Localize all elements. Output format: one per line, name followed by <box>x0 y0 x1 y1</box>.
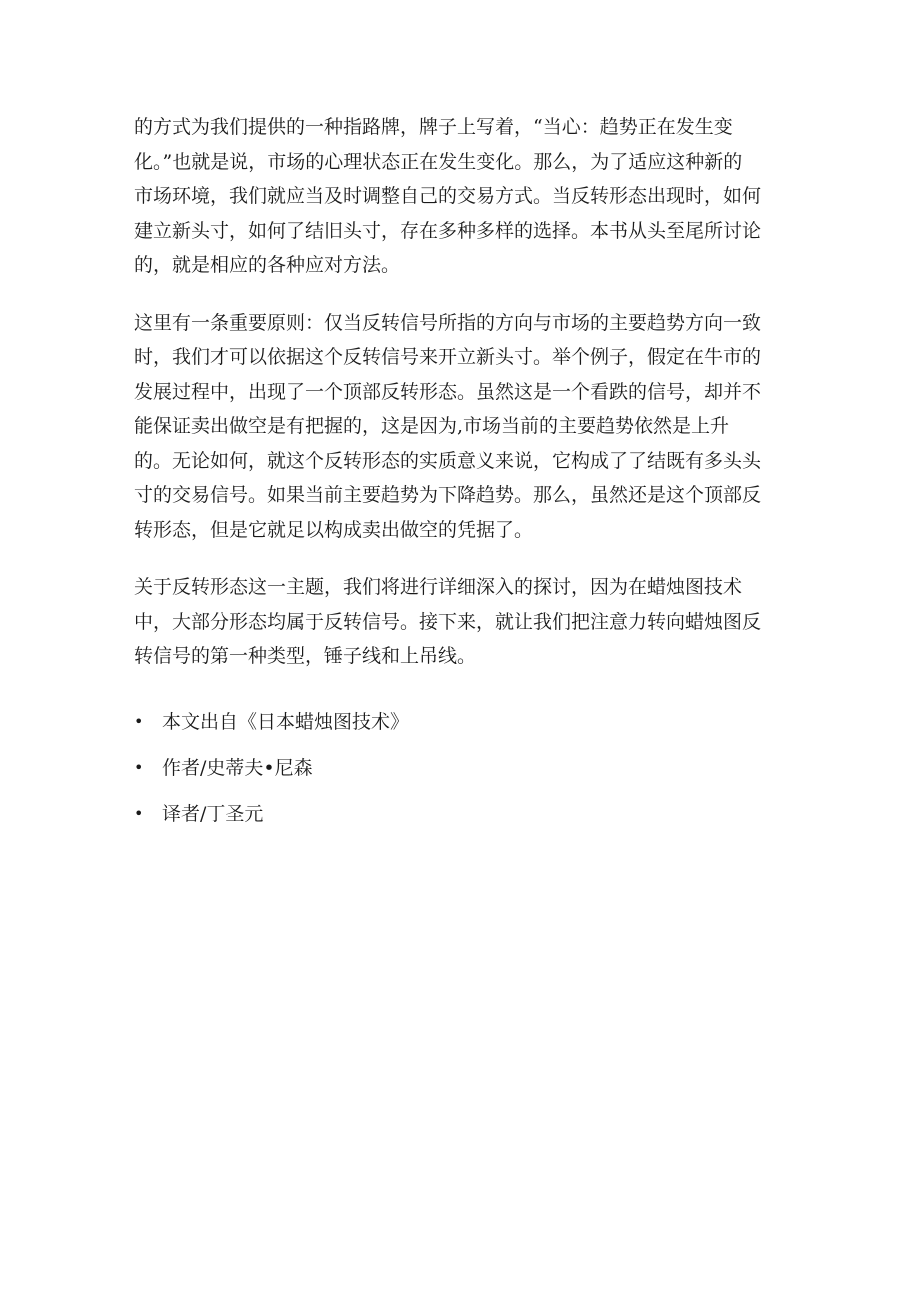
credit-text: 本文出自《日本蜡烛图技术》 <box>162 710 410 733</box>
bullet-icon: • <box>134 711 144 731</box>
credits-list <box>134 707 798 829</box>
bullet-icon: • <box>134 803 144 823</box>
text-line: 时，我们才可以依据这个反转信号来开立新头寸。举个例子，假定在牛市的 <box>134 346 762 368</box>
text-line: 化。”也就是说，市场的心理状态正在发生变化。那么，为了适应这种新的 <box>134 150 743 173</box>
text-line: 这里有一条重要原则：仅当反转信号所指的方向与市场的主要趋势方向一致 <box>134 311 762 334</box>
document-page <box>134 110 798 845</box>
text-line: 转形态，但是它就足以构成卖出做空的凭据了。 <box>134 518 534 541</box>
text-line: 的，就是相应的各种应对方法。 <box>134 254 401 276</box>
credit-author <box>134 753 798 783</box>
credit-text: 译者/丁圣元 <box>162 802 264 825</box>
credit-translator <box>134 799 798 829</box>
bullet-icon: • <box>134 757 144 777</box>
text-line: 能保证卖出做空是有把握的，这是因为,市场当前的主要趋势依然是上升 <box>134 415 730 437</box>
text-line: 发展过程中，出现了一个顶部反转形态。虽然这是一个看跌的信号，却并不 <box>134 380 762 403</box>
text-line: 关于反转形态这一主题，我们将进行详细深入的探讨，因为在蜡烛图技术 <box>134 576 743 598</box>
paragraph-3 <box>134 570 798 674</box>
text-line: 中，大部分形态均属于反转信号。接下来，就让我们把注意力转向蜡烛图反 <box>134 610 762 633</box>
credit-text: 作者/史蒂夫•尼森 <box>162 756 313 779</box>
text-line: 的方式为我们提供的一种指路牌，牌子上写着，“当心：趋势正在发生变 <box>134 116 733 138</box>
paragraph-2 <box>134 306 798 548</box>
text-line: 寸的交易信号。如果当前主要趋势为下降趋势。那么，虽然还是这个顶部反 <box>134 484 762 506</box>
credit-source <box>134 707 798 737</box>
text-line: 的。无论如何，就这个反转形态的实质意义来说，它构成了了结既有多头头 <box>134 449 762 472</box>
text-line: 建立新头寸，如何了结旧头寸，存在多种多样的选择。本书从头至尾所讨论 <box>134 219 762 242</box>
text-line: 市场环境，我们就应当及时调整自己的交易方式。当反转形态出现时，如何 <box>134 185 762 207</box>
text-line: 转信号的第一种类型，锤子线和上吊线。 <box>134 645 477 667</box>
paragraph-1 <box>134 110 798 283</box>
